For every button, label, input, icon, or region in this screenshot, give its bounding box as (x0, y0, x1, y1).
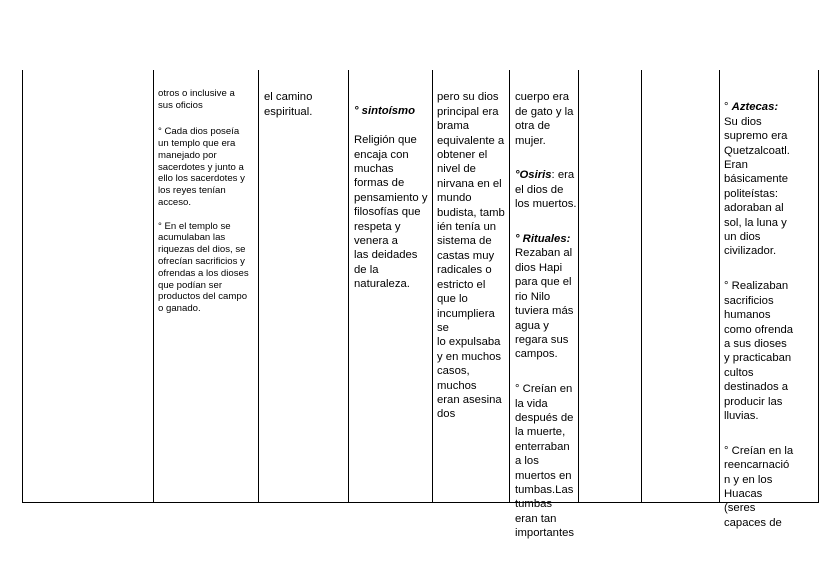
sintoismo-heading: ° sintoísmo (354, 105, 416, 118)
osiris-label: °Osiris (515, 169, 552, 182)
osiris-text: : era el dios de los muertos. (515, 169, 577, 211)
column-divider (153, 70, 154, 503)
cell-paragraph: ° Realizaban sacrificios humanos como ofrenda a sus dioses y practicaban cultos destinados a producir las lluvias. (724, 280, 794, 422)
column-divider (578, 70, 579, 503)
cell-aztecas (724, 86, 818, 545)
column-divider (432, 70, 433, 503)
aztecas-label: Aztecas: (731, 101, 779, 114)
cell-egyptian-temples (158, 76, 256, 327)
cell-spiritual-path (264, 76, 346, 134)
cell-sintoismo (354, 90, 430, 306)
column-divider (509, 70, 510, 503)
cell-hinduism (437, 76, 509, 436)
cell-paragraph: cuerpo era de gato y la otra de mujer. (515, 91, 574, 147)
cell-paragraph: ° Creían en la reencarnació n y en los Huacas (seres capaces de (724, 444, 794, 529)
aztecas-prefix: ° (724, 101, 732, 114)
rituales-text: Rezaban al dios Hapi para que el rio Nilo tuviera más agua y regara sus campos. (515, 247, 574, 361)
comparison-table (22, 70, 819, 540)
table-border-left (22, 70, 23, 503)
cell-paragraph: el camino espiritual. (264, 91, 313, 118)
cell-egyptian-gods (515, 76, 577, 555)
column-divider (348, 70, 349, 503)
cell-paragraph: Religión que encaja con muchas formas de pensamiento y filosofías que respeta y venera a las deidades de la naturaleza. (354, 134, 428, 291)
cell-paragraph: pero su dios principal era brama equivalente a obtener el nivel de nirvana en el mundo budista, tamb ién tenía un sistema de castas muy radicales o estricto el que lo incumpliera se lo expulsaba y en muchos casos, muchos eran asesina dos (437, 91, 505, 421)
aztecas-text: Su dios supremo era Quetzalcoatl. Eran básicamente politeístas: adoraban al sol, la luna y un dios civilizador. (724, 115, 790, 258)
cell-paragraph: ° Creían en la vida después de la muerte, enterraban a los muertos en tumbas.Las tumbas eran tan importantes (515, 383, 575, 540)
table-border-bottom (22, 502, 819, 503)
cell-paragraph: ° Cada dios poseía un templo que era manejado por sacerdotes y junto a ello los sacerdotes y los reyes tenían acceso. (158, 126, 245, 208)
column-divider (258, 70, 259, 503)
cell-paragraph: otros o inclusive a sus oficios (158, 87, 235, 111)
cell-paragraph: ° En el templo se acumulaban las riquezas del dios, se ofrecían sacrificios y ofrendas a los dioses que podían ser productos del campo o ganado. (158, 220, 249, 315)
column-divider (641, 70, 642, 503)
table-border-right (818, 70, 819, 503)
rituales-label: ° Rituales: (515, 233, 571, 246)
column-divider (719, 70, 720, 503)
